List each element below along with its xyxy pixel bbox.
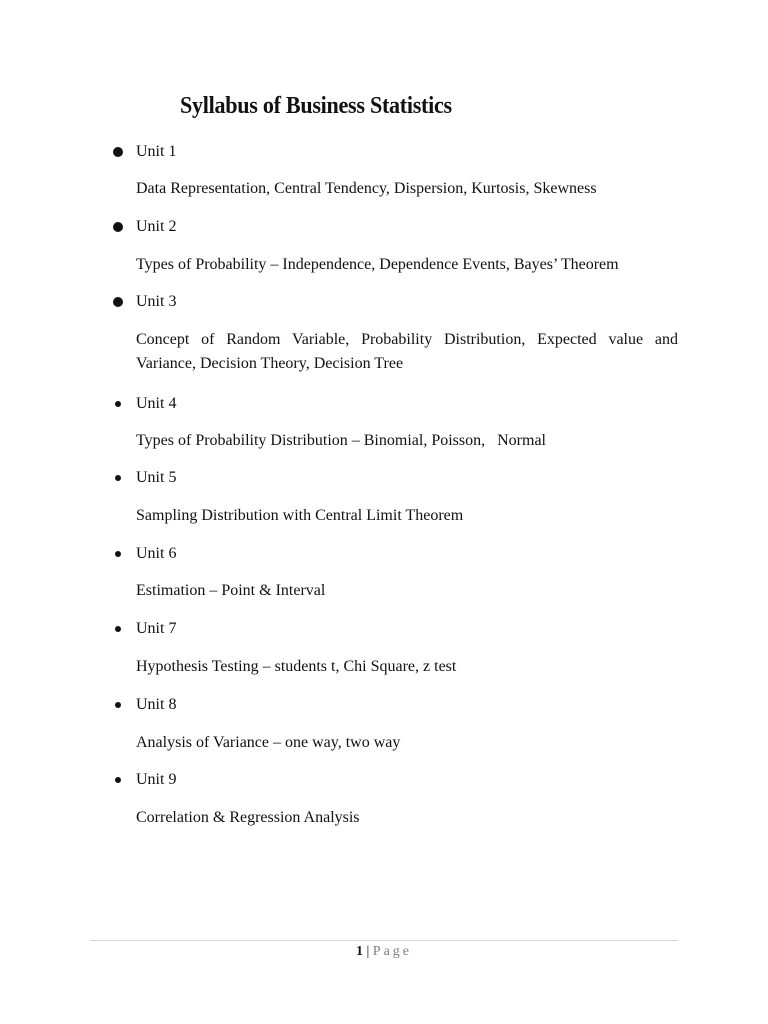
unit-label: Unit 8: [136, 696, 177, 713]
page-word: Page: [372, 944, 413, 959]
unit-description: Hypothesis Testing – students t, Chi Square, z test: [136, 658, 457, 675]
small-filled-circle-bullet-icon: [115, 401, 121, 407]
small-filled-circle-bullet-icon: [115, 702, 121, 708]
small-filled-circle-bullet-icon: [115, 626, 121, 632]
page-title: Syllabus of Business Statistics: [180, 93, 452, 119]
small-filled-circle-bullet-icon: [115, 551, 121, 557]
page-footer: [0, 942, 768, 962]
unit-description: Correlation & Regression Analysis: [136, 809, 360, 826]
page-separator: |: [366, 944, 370, 959]
unit-label: Unit 2: [136, 218, 177, 235]
unit-label: Unit 5: [136, 469, 177, 486]
unit-description: Analysis of Variance – one way, two way: [136, 734, 401, 751]
unit-description: Concept of Random Variable, Probability Distribution, Expected value and Variance, Decision Theory, Decision Tree: [136, 331, 678, 372]
small-filled-circle-bullet-icon: [115, 777, 121, 783]
unit-label: Unit 7: [136, 620, 177, 637]
filled-circle-bullet-icon: [113, 147, 123, 157]
unit-label: Unit 6: [136, 545, 177, 562]
filled-circle-bullet-icon: [113, 297, 123, 307]
small-filled-circle-bullet-icon: [115, 475, 121, 481]
unit-description: Sampling Distribution with Central Limit Theorem: [136, 507, 464, 524]
footer-divider: [90, 940, 678, 941]
unit-description: Data Representation, Central Tendency, Dispersion, Kurtosis, Skewness: [136, 180, 597, 197]
unit-description: Estimation – Point & Interval: [136, 582, 326, 599]
page-number: 1: [355, 944, 363, 959]
filled-circle-bullet-icon: [113, 222, 123, 232]
unit-label: Unit 9: [136, 771, 177, 788]
unit-description: Types of Probability Distribution – Binomial, Poisson, Normal: [136, 432, 546, 449]
unit-label: Unit 1: [136, 143, 177, 160]
unit-label: Unit 3: [136, 293, 177, 310]
unit-description: Types of Probability – Independence, Dependence Events, Bayes’ Theorem: [136, 256, 619, 273]
unit-label: Unit 4: [136, 395, 177, 412]
